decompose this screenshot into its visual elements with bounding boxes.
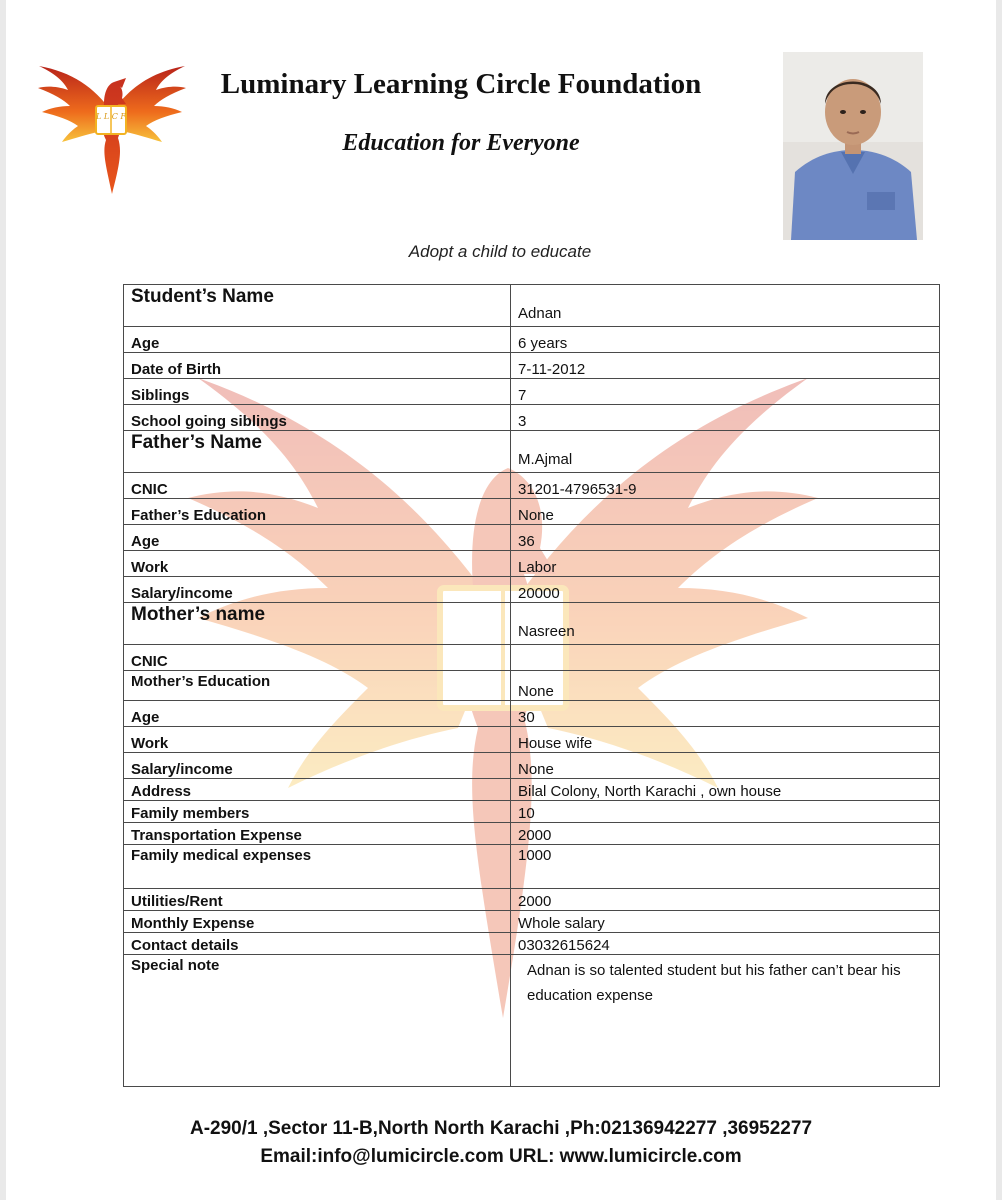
mother-age-label: Age [124,701,511,727]
address-value: Bilal Colony, North Karachi , own house [511,779,940,801]
logo-letters: L L C F [96,112,126,121]
mother-income-label: Salary/income [124,753,511,779]
school-siblings-label: School going siblings [124,405,511,431]
organization-name: Luminary Learning Circle Foundation [220,68,702,100]
student-age-value: 6 years [511,327,940,353]
student-name-label: Student’s Name [124,285,511,327]
father-work-label: Work [124,551,511,577]
table-row [124,285,940,327]
dob-value: 7-11-2012 [511,353,940,379]
father-name-label: Father’s Name [124,431,511,473]
table-row [124,955,940,1087]
father-income-value: 20000 [511,577,940,603]
student-age-label: Age [124,327,511,353]
footer-address: A-290/1 ,Sector 11-B,North North Karachi ,Ph:02136942277 ,36952277 [189,1118,813,1139]
table-row [124,379,940,405]
table-row [124,779,940,801]
dob-label: Date of Birth [124,353,511,379]
mother-education-label: Mother’s Education [124,671,511,701]
table-row [124,551,940,577]
father-name-value: M.Ajmal [511,431,940,473]
medical-value: 1000 [511,845,940,889]
father-cnic-value: 31201-4796531-9 [511,473,940,499]
mother-work-value: House wife [511,727,940,753]
mother-cnic-label: CNIC [124,645,511,671]
monthly-expense-value: Whole salary [511,911,940,933]
table-row [124,727,940,753]
student-info-table [123,284,940,1087]
mother-income-value: None [511,753,940,779]
table-row [124,405,940,431]
student-photo [783,52,923,240]
mother-education-value: None [511,671,940,701]
table-row [124,845,940,889]
table-row [124,603,940,645]
table-row [124,753,940,779]
father-work-value: Labor [511,551,940,577]
table-row [124,911,940,933]
document-page [6,0,996,1200]
table-row [124,645,940,671]
student-name-value: Adnan [511,285,940,327]
father-age-value: 36 [511,525,940,551]
father-education-label: Father’s Education [124,499,511,525]
contact-label: Contact details [124,933,511,955]
medical-label: Family medical expenses [124,845,511,889]
mother-age-value: 30 [511,701,940,727]
table-row [124,327,940,353]
table-row [124,701,940,727]
family-members-value: 10 [511,801,940,823]
father-income-label: Salary/income [124,577,511,603]
table-row [124,499,940,525]
table-row [124,823,940,845]
mother-work-label: Work [124,727,511,753]
siblings-value: 7 [511,379,940,405]
special-note-text: Adnan is so talented student but his father can’t bear his education expense [527,962,901,1004]
table-row [124,577,940,603]
table-row [124,431,940,473]
siblings-label: Siblings [124,379,511,405]
transport-value: 2000 [511,823,940,845]
contact-value: 03032615624 [511,933,940,955]
address-label: Address [124,779,511,801]
table-row [124,473,940,499]
father-education-value: None [511,499,940,525]
phoenix-logo [34,42,190,200]
transport-label: Transportation Expense [124,823,511,845]
table-row [124,353,940,379]
utilities-value: 2000 [511,889,940,911]
father-cnic-label: CNIC [124,473,511,499]
special-note-cell [511,955,940,1087]
school-siblings-value: 3 [511,405,940,431]
tagline: Education for Everyone [342,130,580,156]
table-row [124,525,940,551]
table-row [124,889,940,911]
special-note-label: Special note [124,955,511,1087]
table-row [124,801,940,823]
mother-name-label: Mother’s name [124,603,511,645]
monthly-expense-label: Monthly Expense [124,911,511,933]
table-row [124,933,940,955]
father-age-label: Age [124,525,511,551]
mother-name-value: Nasreen [511,603,940,645]
table-row [124,671,940,701]
footer-contact: Email:info@lumicircle.com URL: www.lumicircle.com [260,1146,742,1167]
form-subtitle: Adopt a child to educate [408,242,592,261]
mother-cnic-value [511,645,940,671]
family-members-label: Family members [124,801,511,823]
utilities-label: Utilities/Rent [124,889,511,911]
